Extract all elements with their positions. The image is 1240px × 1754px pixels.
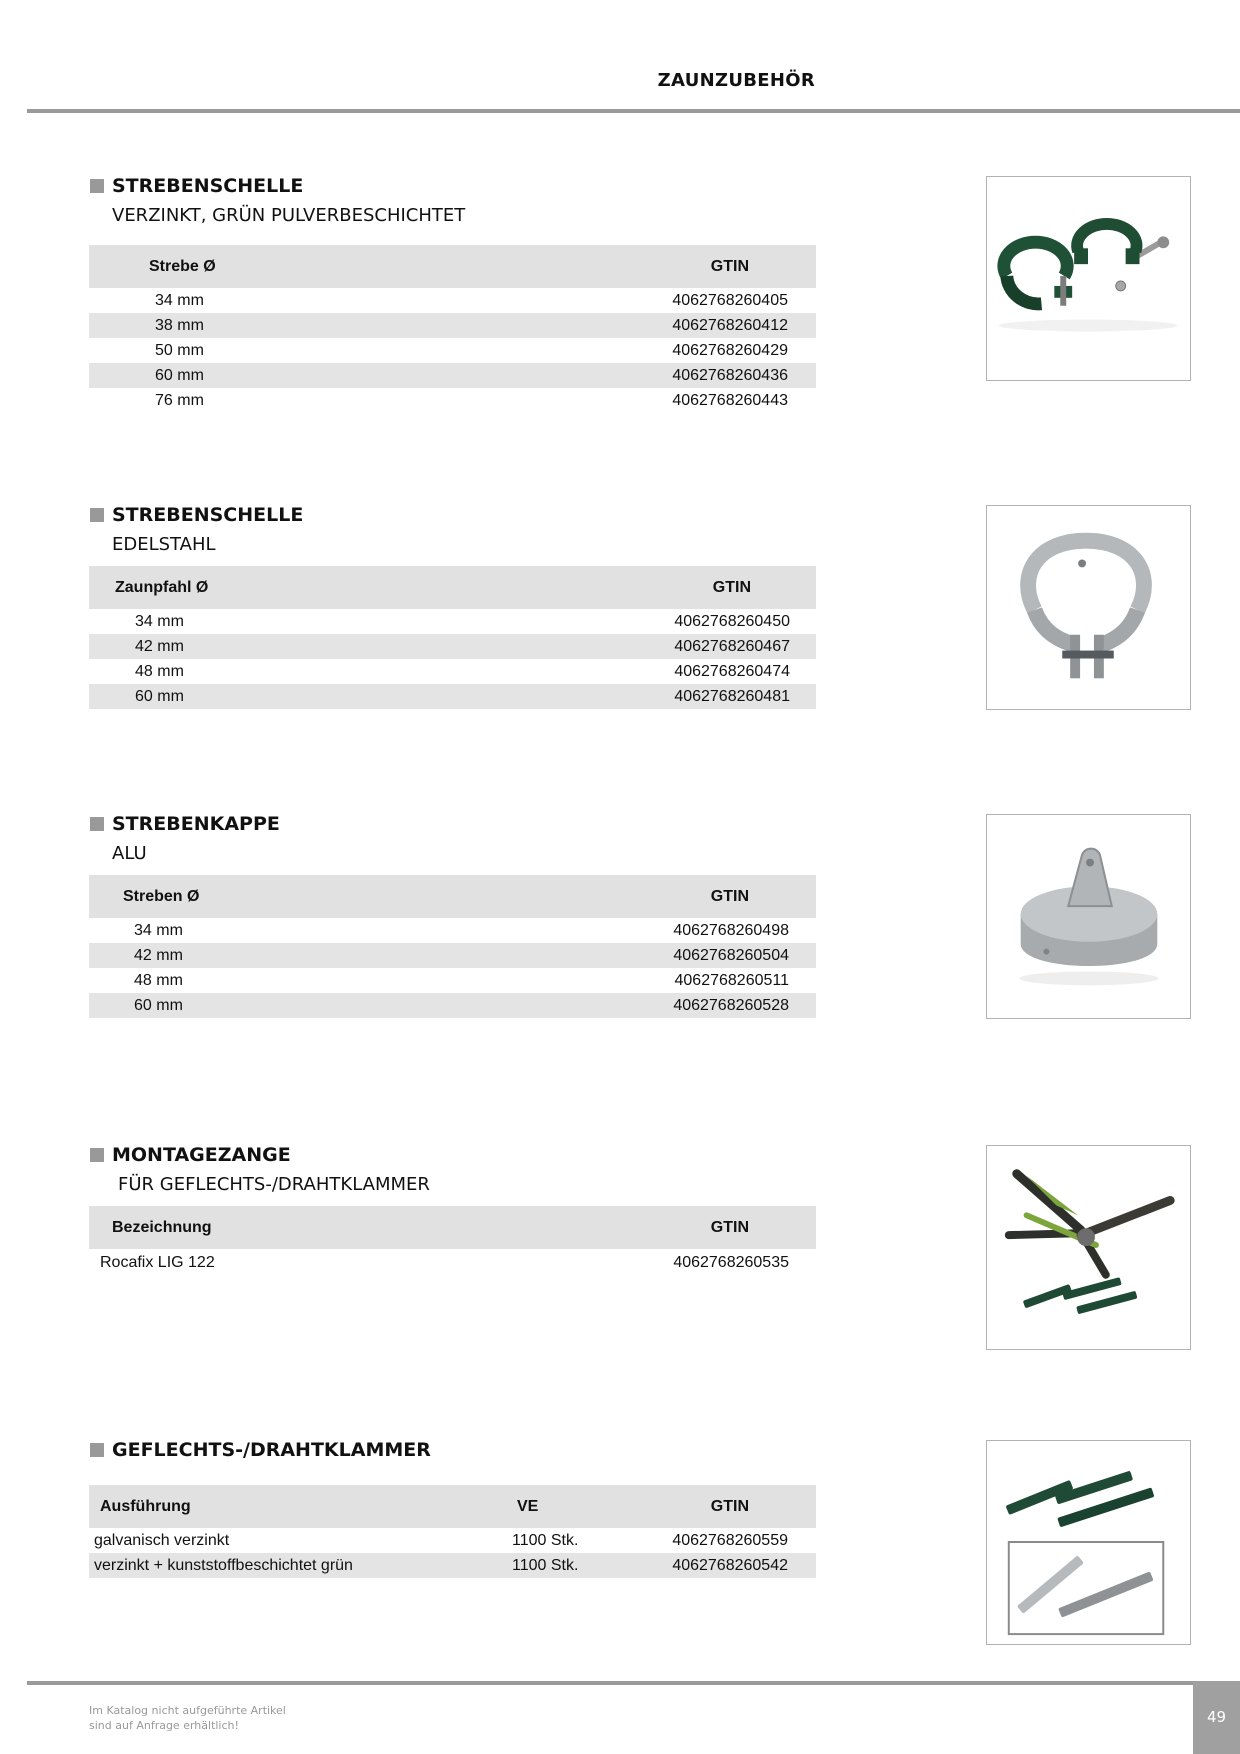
- cell-diameter: 48 mm: [134, 971, 183, 989]
- column-header-diameter: Streben Ø: [89, 875, 349, 918]
- column-header-gtin: GTIN: [349, 566, 816, 609]
- cell-diameter: 76 mm: [155, 391, 204, 409]
- cell-ve: 1100 Stk.: [509, 1553, 609, 1578]
- table-row: [89, 1249, 816, 1276]
- wire-clips-photo: [986, 1440, 1191, 1645]
- section-subtitle: FÜR GEFLECHTS-/DRAHTKLAMMER: [118, 1174, 430, 1195]
- product-section-strebenschelle-edelstahl: [89, 503, 816, 709]
- cell-diameter: 60 mm: [89, 363, 349, 388]
- product-table: [89, 1206, 816, 1276]
- footer-note-line: Im Katalog nicht aufgeführte Artikel: [89, 1704, 286, 1717]
- section-title: STREBENSCHELLE: [89, 174, 816, 198]
- column-header-gtin: GTIN: [349, 875, 816, 918]
- footer-note: [89, 1703, 489, 1733]
- column-header-diameter: Strebe Ø: [89, 245, 349, 288]
- aluminium-strut-cap-photo: [986, 814, 1191, 1019]
- bullet-square-icon: [90, 817, 104, 831]
- stainless-strut-clamp-photo: [986, 505, 1191, 710]
- cell-gtin: 4062768260443: [672, 391, 788, 409]
- cell-gtin: 4062768260405: [672, 291, 788, 309]
- table-row: [89, 338, 816, 363]
- cell-diameter: 60 mm: [89, 993, 349, 1018]
- section-title: STREBENKAPPE: [89, 812, 816, 836]
- product-section-strebenschelle-verzinkt: [89, 174, 816, 413]
- section-subtitle: ALU: [112, 843, 147, 864]
- column-header-name: Bezeichnung: [89, 1206, 349, 1249]
- cell-name: Rocafix LIG 122: [100, 1253, 215, 1271]
- table-row: [89, 1553, 816, 1578]
- table-row: [89, 388, 816, 413]
- cell-gtin: 4062768260450: [674, 612, 790, 630]
- table-row: [89, 609, 816, 634]
- table-row: [89, 634, 816, 659]
- cell-diameter: 38 mm: [89, 313, 349, 338]
- bullet-square-icon: [90, 1148, 104, 1162]
- footer-divider: [27, 1681, 1193, 1685]
- cell-diameter: 34 mm: [134, 921, 183, 939]
- product-section-strebenkappe: [89, 812, 816, 1018]
- column-header-variant: Ausführung: [89, 1485, 509, 1528]
- table-row: [89, 918, 816, 943]
- cell-gtin: 4062768260559: [672, 1531, 788, 1549]
- green-strut-clamp-photo: [986, 176, 1191, 381]
- cell-diameter: 60 mm: [89, 684, 349, 709]
- cell-ve: 1100 Stk.: [512, 1531, 579, 1549]
- cell-gtin: 4062768260535: [673, 1253, 789, 1271]
- cell-diameter: 48 mm: [135, 662, 184, 680]
- product-table: [89, 245, 816, 413]
- product-section-montagezange: [89, 1143, 816, 1276]
- cell-gtin: 4062768260474: [674, 662, 790, 680]
- table-header-row: [89, 875, 816, 918]
- table-row: [89, 313, 816, 338]
- cell-gtin: 4062768260481: [349, 684, 816, 709]
- header-divider: [27, 109, 1240, 113]
- cell-gtin: 4062768260498: [673, 921, 789, 939]
- table-row: [89, 1528, 816, 1553]
- cell-diameter: 34 mm: [135, 612, 184, 630]
- column-header-gtin: GTIN: [349, 1206, 816, 1249]
- table-row: [89, 943, 816, 968]
- cell-gtin: 4062768260542: [609, 1553, 816, 1578]
- footer-note-line: sind auf Anfrage erhältlich!: [89, 1719, 239, 1732]
- cell-gtin: 4062768260429: [672, 341, 788, 359]
- cell-gtin: 4062768260511: [674, 971, 789, 989]
- mounting-pliers-photo: [986, 1145, 1191, 1350]
- cell-diameter: 50 mm: [155, 341, 204, 359]
- cell-diameter: 42 mm: [89, 634, 349, 659]
- product-table: [89, 566, 816, 709]
- cell-variant: verzinkt + kunststoffbeschichtet grün: [89, 1553, 509, 1578]
- bullet-square-icon: [90, 179, 104, 193]
- cell-variant: galvanisch verzinkt: [94, 1531, 230, 1549]
- table-row: [89, 363, 816, 388]
- cell-gtin: 4062768260467: [349, 634, 816, 659]
- bullet-square-icon: [90, 508, 104, 522]
- column-header-diameter: Zaunpfahl Ø: [89, 566, 349, 609]
- section-title: MONTAGEZANGE: [89, 1143, 816, 1167]
- bullet-square-icon: [90, 1443, 104, 1457]
- table-header-row: [89, 245, 816, 288]
- table-row: [89, 684, 816, 709]
- cell-diameter: 34 mm: [155, 291, 204, 309]
- table-row: [89, 659, 816, 684]
- section-subtitle: EDELSTAHL: [112, 534, 216, 555]
- table-row: [89, 288, 816, 313]
- column-header-ve: VE: [509, 1485, 609, 1528]
- section-subtitle: VERZINKT, GRÜN PULVERBESCHICHTET: [112, 205, 466, 226]
- table-row: [89, 993, 816, 1018]
- table-row: [89, 968, 816, 993]
- table-header-row: [89, 566, 816, 609]
- cell-gtin: 4062768260412: [349, 313, 816, 338]
- cell-gtin: 4062768260528: [349, 993, 816, 1018]
- table-header-row: [89, 1485, 816, 1528]
- product-table: [89, 1485, 816, 1578]
- page-header-title: ZAUNZUBEHÖR: [657, 70, 815, 91]
- table-header-row: [89, 1206, 816, 1249]
- cell-gtin: 4062768260436: [349, 363, 816, 388]
- column-header-gtin: GTIN: [349, 245, 816, 288]
- column-header-gtin: GTIN: [609, 1485, 816, 1528]
- section-title: STREBENSCHELLE: [89, 503, 816, 527]
- page-number: 49: [1193, 1681, 1240, 1754]
- cell-gtin: 4062768260504: [349, 943, 816, 968]
- cell-diameter: 42 mm: [89, 943, 349, 968]
- product-section-drahtklammer: [89, 1438, 816, 1578]
- product-table: [89, 875, 816, 1018]
- section-title: GEFLECHTS-/DRAHTKLAMMER: [89, 1438, 816, 1462]
